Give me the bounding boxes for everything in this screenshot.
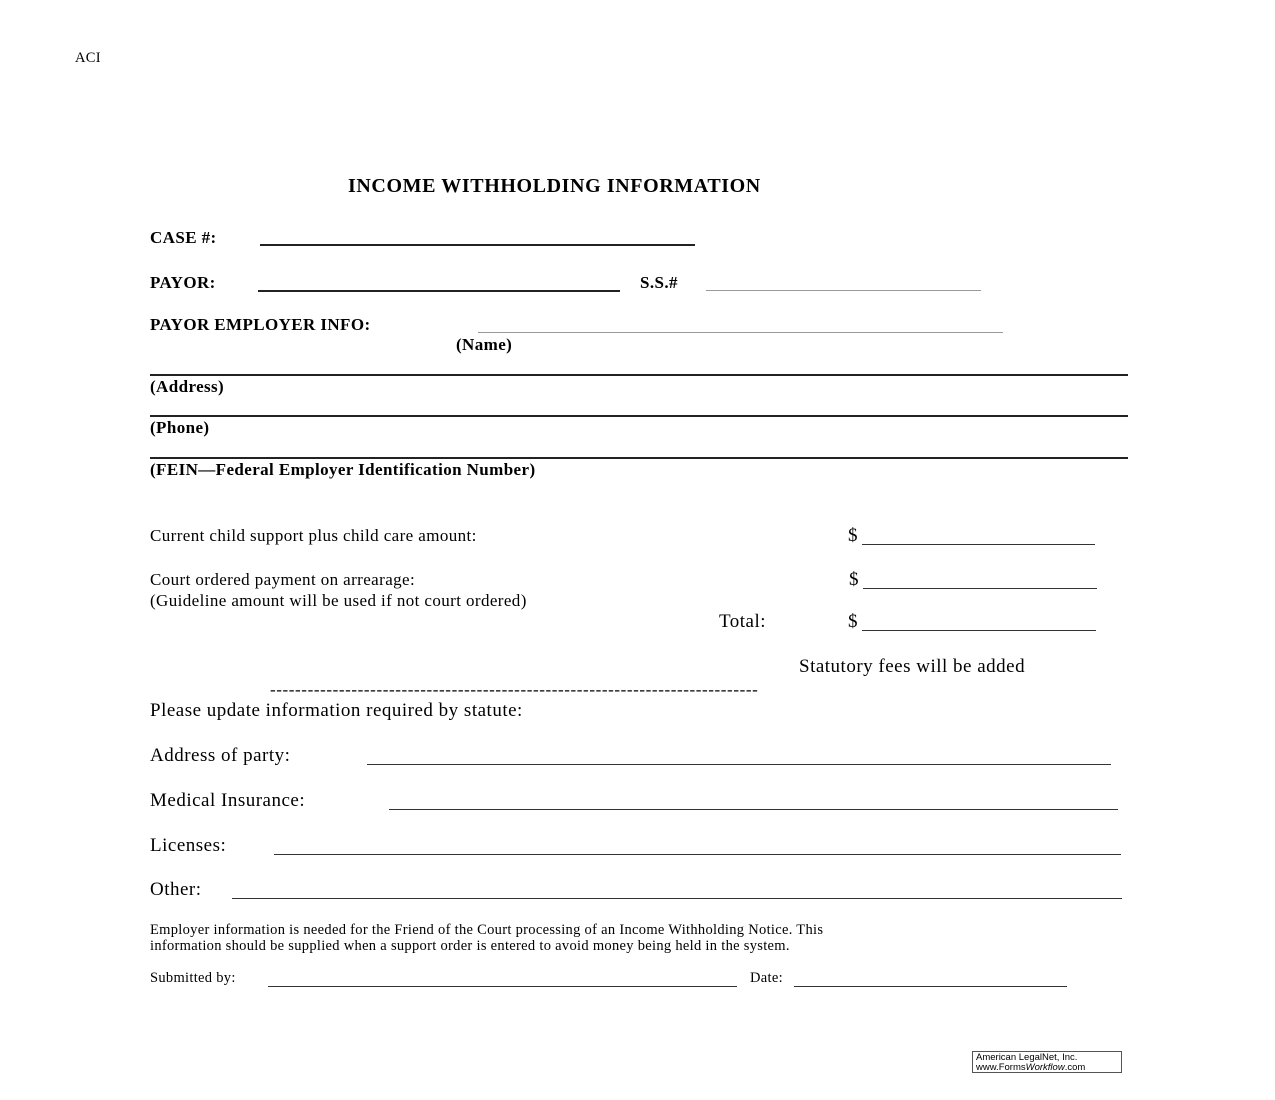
separator: ------------------------------------------------------------------------------ [270, 680, 759, 699]
arrearage-input-line[interactable] [863, 588, 1097, 589]
header-code: ACI [75, 50, 101, 66]
current-support-label: Current child support plus child care amount: [150, 526, 477, 545]
update-heading: Please update information required by statute: [150, 700, 523, 721]
licenses-label: Licenses: [150, 835, 227, 856]
payor-label: PAYOR: [150, 273, 216, 292]
payor-input-line[interactable] [258, 290, 620, 292]
note-line-1: Employer information is needed for the Friend of the Court processing of an Income Withholding Notice. This [150, 922, 824, 938]
address-caption: (Address) [150, 377, 225, 396]
dollar-sign: $ [848, 611, 858, 632]
ss-label: S.S.# [640, 273, 678, 292]
phone-input-line[interactable] [150, 415, 1128, 417]
stamp-url-part: Workflow [1025, 1062, 1065, 1073]
address-input-line[interactable] [150, 374, 1128, 376]
fein-caption: (FEIN—Federal Employer Identification Number) [150, 460, 536, 479]
fees-note: Statutory fees will be added [799, 656, 1026, 677]
name-caption: (Name) [456, 335, 513, 354]
party-address-input-line[interactable] [367, 764, 1111, 765]
stamp-line-1: American LegalNet, Inc. [976, 1052, 1078, 1063]
total-label: Total: [719, 611, 767, 632]
employer-label: PAYOR EMPLOYER INFO: [150, 315, 371, 334]
fein-input-line[interactable] [150, 457, 1128, 459]
case-label: CASE #: [150, 228, 217, 247]
phone-caption: (Phone) [150, 418, 210, 437]
page-title: INCOME WITHHOLDING INFORMATION [348, 175, 761, 197]
stamp-line-2 [976, 1063, 1118, 1073]
dollar-sign: $ [849, 569, 859, 590]
stamp-url-part: www.Forms [976, 1062, 1026, 1073]
party-address-label: Address of party: [150, 745, 291, 766]
case-input-line[interactable] [260, 244, 695, 246]
submitted-by-label: Submitted by: [150, 970, 236, 986]
date-label: Date: [750, 970, 783, 986]
stamp-url-part: .com [1064, 1062, 1086, 1073]
other-label: Other: [150, 879, 202, 900]
employer-name-input-line[interactable] [478, 332, 1003, 333]
submitted-by-input-line[interactable] [268, 986, 737, 987]
arrearage-label: Court ordered payment on arrearage: [150, 570, 416, 589]
date-input-line[interactable] [794, 986, 1067, 987]
note-line-2: information should be supplied when a support order is entered to avoid money being held in the system. [150, 938, 790, 954]
total-input-line[interactable] [862, 630, 1096, 631]
current-support-input-line[interactable] [862, 544, 1095, 545]
medical-insurance-input-line[interactable] [389, 809, 1118, 810]
licenses-input-line[interactable] [274, 854, 1121, 855]
ss-input-line[interactable] [706, 290, 981, 291]
dollar-sign: $ [848, 525, 858, 546]
other-input-line[interactable] [232, 898, 1122, 899]
american-legalnet-stamp [972, 1051, 1122, 1073]
medical-insurance-label: Medical Insurance: [150, 790, 306, 811]
guideline-note: (Guideline amount will be used if not court ordered) [150, 591, 527, 610]
